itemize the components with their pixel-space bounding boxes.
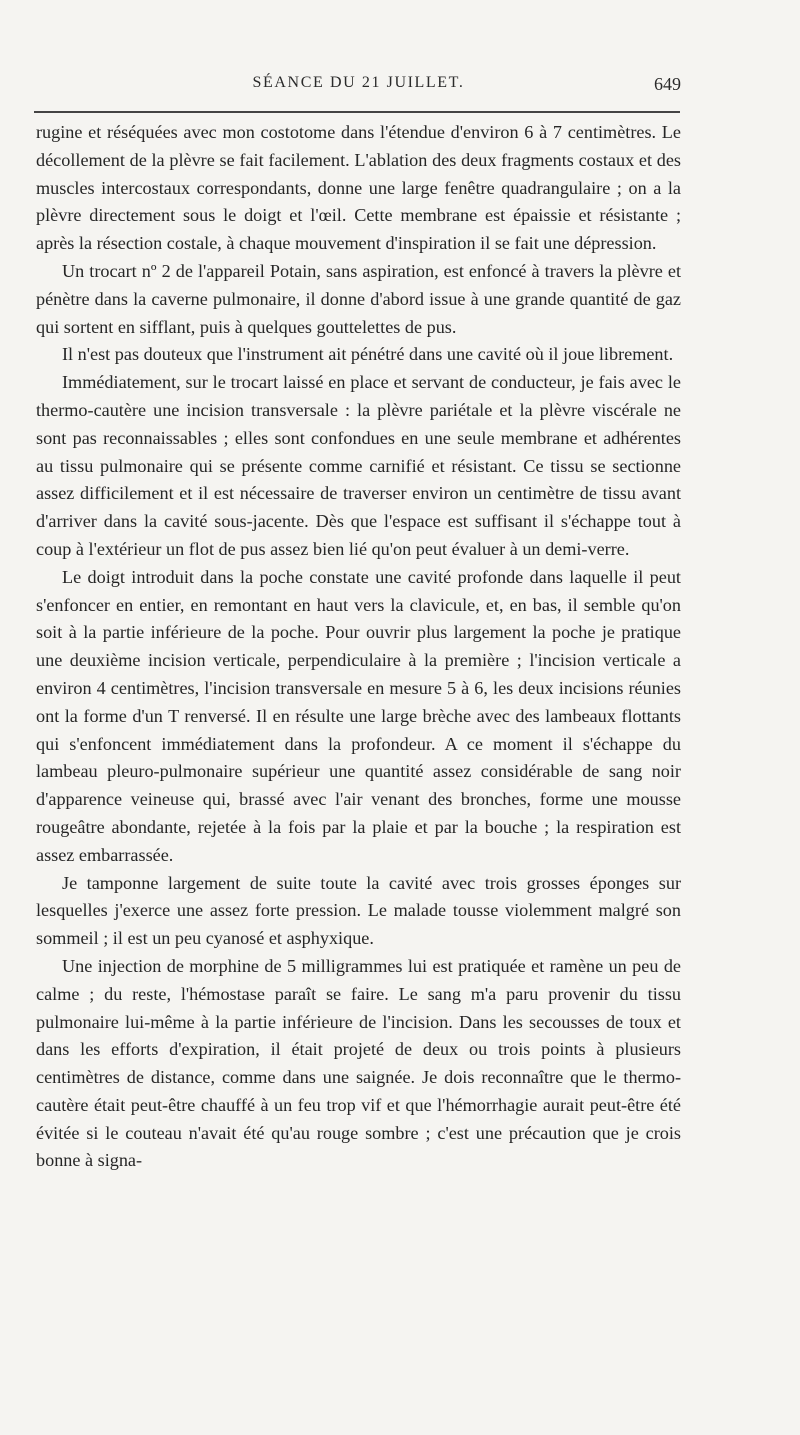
paragraph-incision: Immédiatement, sur le trocart laissé en place et servant de conducteur, je fais avec le thermo-cautère une incision transversale : la plèvre pariétale et la plèvre viscérale ne sont pas reconnaissables ; elles sont confondues en une seule membrane et adhérentes au tissu pulmonaire qui se présente comme carnifié et résistant. Ce tissu se sectionne assez difficilement et il est nécessaire de traverser environ un centimètre de tissu avant d'arriver dans la cavité sous-jacente. Dès que l'espace est suffisant il s'échappe tout à coup à l'extérieur un flot de pus assez bien lié qu'on peut évaluer à un demi-verre.	[36, 372, 681, 559]
paragraph-continuation: rugine et réséquées avec mon costotome dans l'étendue d'environ 6 à 7 centimètres. Le décollement de la plèvre se fait facilement. L'ablation des deux fragments costaux et des muscles intercostaux correspondants, donne une large fenêtre quadrangulaire ; on a la plèvre directement sous le doigt et l'œil. Cette membrane est épaissie et résistante ; après la résection costale, à chaque mouvement d'inspiration il se fait une dépression.	[36, 122, 681, 254]
paragraph-instrument: Il n'est pas douteux que l'instrument ait pénétré dans une cavité où il joue librement.	[62, 344, 674, 365]
page-number: 649	[654, 74, 681, 94]
paragraph-cavity: Le doigt introduit dans la poche constate une cavité profonde dans laquelle il peut s'enfoncer en entier, en remontant en haut vers la clavicule, et, en bas, il semble qu'on soit à la partie inférieure de la poche. Pour ouvrir plus largement la poche je pratique une deuxième incision verticale, perpendiculaire à la première ; l'incision verticale a environ 4 centimètres, l'incision transversale en mesure 5 à 6, les deux incisions réunies ont la forme d'un T renversé. Il en résulte une large brèche avec des lambeaux flottants qui s'enfoncent immédiatement dans la profondeur. A ce moment il s'échappe du lambeau pleuro-pulmonaire supérieur une quantité assez considérable de sang noir d'apparence veineuse qui, brassé avec l'air venant des bronches, forme une mousse rougeâtre abondante, rejetée à la fois par la plaie et par la bouche ; la respiration est assez embarrassée.	[36, 566, 681, 865]
running-head	[36, 74, 681, 100]
header-rule	[34, 111, 680, 113]
running-title: SÉANCE DU 21 JUILLET.	[252, 74, 465, 91]
paragraph-trocart: Un trocart nº 2 de l'appareil Potain, sans aspiration, est enfoncé à travers la plèvre et pénètre dans la caverne pulmonaire, il donne d'abord issue à une grande quantité de gaz qui sortent en sifflant, puis à quelques gouttelettes de pus.	[36, 260, 681, 337]
paragraph-morphine: Une injection de morphine de 5 milligrammes lui est pratiquée et ramène un peu de calme ; du reste, l'hémostase paraît se faire. Le sang m'a paru provenir du tissu pulmonaire lui-même à la partie inférieure de l'incision. Dans les secousses de toux et dans les efforts d'expiration, il était projeté de deux ou trois points à plusieurs centimètres de distance, comme dans une saignée. Je dois reconnaître que le thermo-cautère était peut-être chauffé à un feu trop vif et que l'hémorrhagie aurait peut-être été évitée si le couteau n'avait été qu'au rouge sombre ; c'est une précaution que je crois bonne à signa-	[36, 955, 681, 1171]
body-text	[36, 119, 681, 1175]
paragraph-tamponade: Je tamponne largement de suite toute la cavité avec trois grosses éponges sur lesquelles j'exerce une assez forte pression. Le malade tousse violemment malgré son sommeil ; il est un peu cyanosé et asphyxique.	[36, 872, 681, 949]
